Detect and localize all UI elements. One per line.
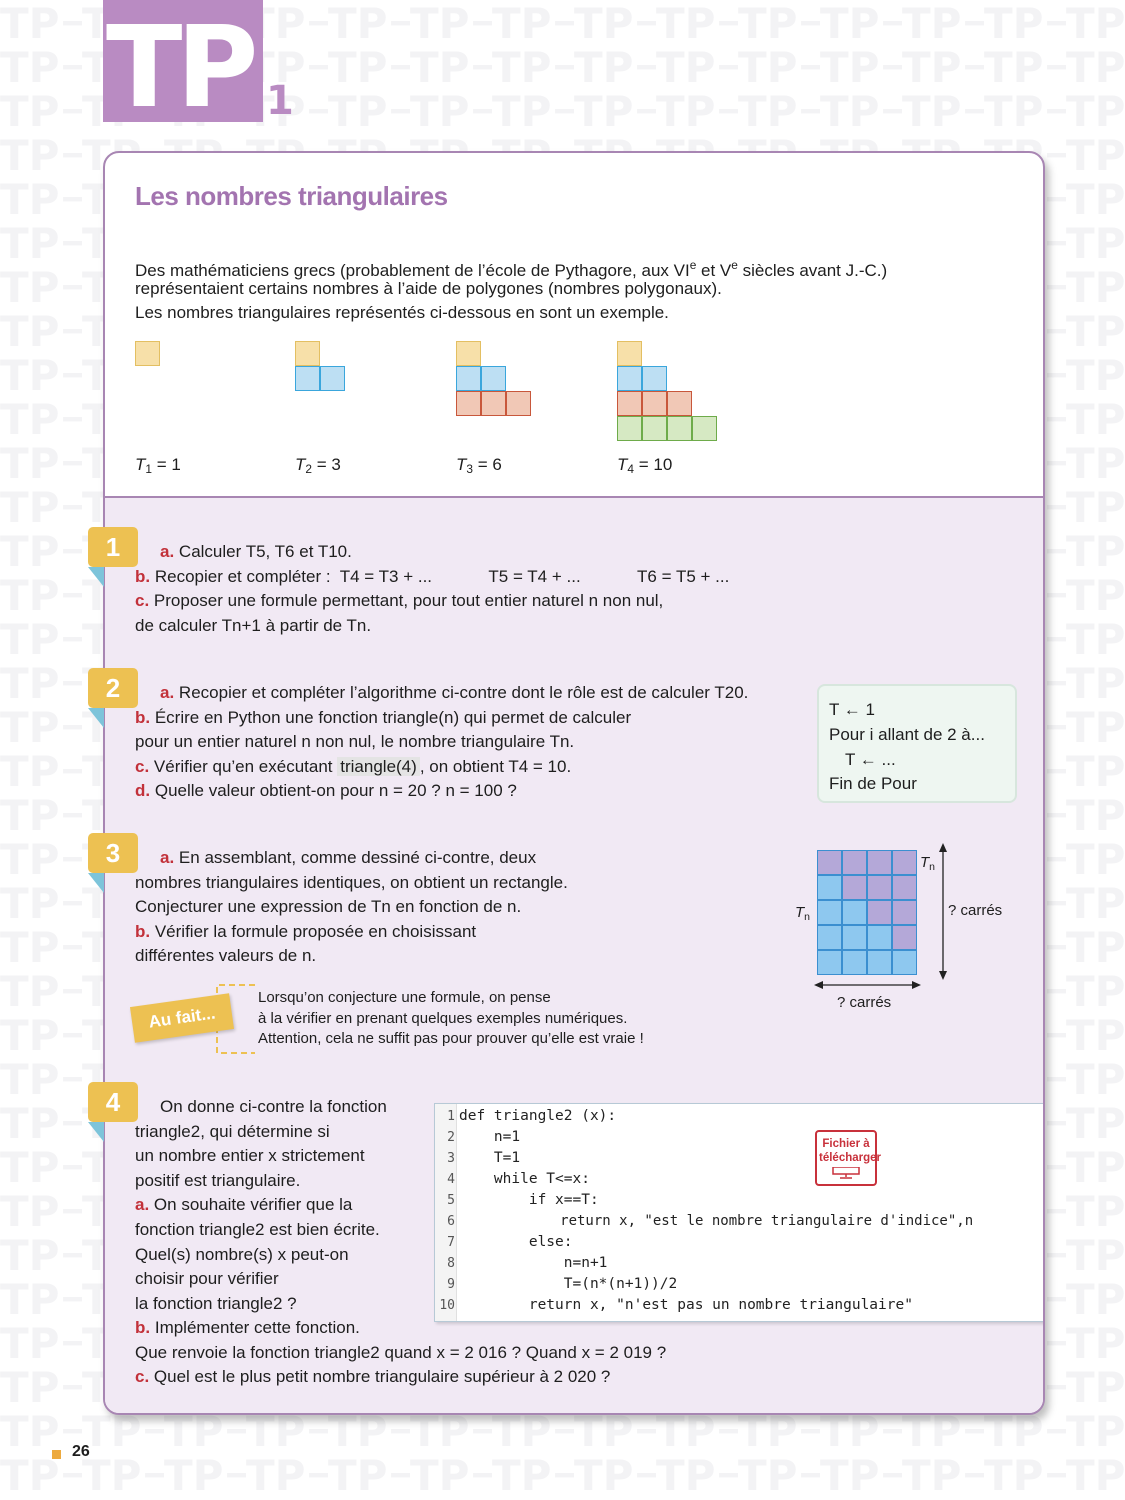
ex4-intro-1: On donne ci-contre la fonction (160, 1097, 387, 1116)
grid-label-right: ? carrés (948, 902, 1003, 919)
grid-label-bottom: ? carrés (837, 994, 892, 1011)
aufait-line-2: à la vérifier en prenant quelques exemples numériques. (258, 1010, 628, 1027)
exercise-1-badge-tail (88, 567, 104, 587)
footer-marker (52, 1450, 61, 1459)
ex4-b-cont: Que renvoie la fonction triangle2 quand x = 2 016 ? Quand x = 2 019 ? (135, 1343, 667, 1362)
ex4-a-cont: fonction triangle2 est bien écrite. (135, 1220, 380, 1239)
figure-t3 (456, 341, 536, 421)
page-title: Les nombres triangulaires (135, 181, 448, 211)
algo-line-3: T ← ... (845, 750, 896, 769)
algo-line-1: T ← 1 (829, 700, 875, 719)
figure-t4 (617, 341, 722, 446)
download-file-button[interactable] (815, 1130, 882, 1186)
ex4-b: b. Implémenter cette fonction. (135, 1318, 360, 1337)
ex2-a: a. Recopier et compléter l’algorithme ci-contre dont le rôle est de calculer T20. (160, 683, 749, 702)
ex4-a: a. On souhaite vérifier que la (135, 1195, 353, 1214)
inline-code: triangle(4) (337, 757, 420, 776)
ex1-c: c. Proposer une formule permettant, pour tout entier naturel n non nul, (135, 591, 664, 610)
code-line: T=(n*(n+1))/2 (459, 1276, 678, 1292)
code-line: if x==T: (459, 1192, 599, 1208)
ex4-a-cont4: la fonction triangle2 ? (135, 1294, 297, 1313)
monitor-icon (831, 1167, 861, 1179)
ex2-b: b. Écrire en Python une fonction triangle(n) qui permet de calculer (135, 708, 632, 727)
download-label: Fichier à télécharger (819, 1138, 882, 1164)
line-number: 9 (447, 1277, 455, 1292)
code-line: n=n+1 (459, 1255, 608, 1271)
ex2-b-cont: pour un entier naturel n non nul, le nombre triangulaire Tn. (135, 732, 575, 751)
line-number: 2 (447, 1130, 455, 1145)
code-line: else: (459, 1234, 573, 1250)
ex4-c: c. Quel est le plus petit nombre triangulaire supérieur à 2 020 ? (135, 1367, 611, 1386)
line-number: 8 (447, 1256, 455, 1271)
aufait-line-3: Attention, cela ne suffit pas pour prouver qu’elle est vraie ! (258, 1030, 644, 1047)
aufait-badge: Au fait... (130, 993, 234, 1043)
line-number: 7 (447, 1235, 455, 1250)
ex3-a-cont2: Conjecturer une expression de Tn en fonction de n. (135, 897, 522, 916)
exercise-4-badge-tail (88, 1122, 104, 1142)
ex2-c: c. Vérifier qu’en exécutant triangle(4) , on obtient T4 = 10. (135, 757, 572, 776)
code-line: T=1 (459, 1150, 521, 1166)
header-tp-label: TP (106, 3, 253, 133)
ex1-c-cont: de calculer Tn+1 à partir de Tn. (135, 616, 372, 635)
exercise-card (103, 151, 1045, 1415)
ex1-b: b. Recopier et compléter : T4 = T3 + ... T5 = T4 + ... T6 = T5 + ... (135, 567, 730, 586)
intro-line-2: représentaient certains nombres à l’aide de polygones (nombres polygonaux). (135, 279, 722, 298)
grid-arrows (805, 843, 965, 993)
code-line: def triangle2 (x): (459, 1108, 617, 1124)
line-number: 1 (447, 1109, 455, 1124)
ex2-d: d. Quelle valeur obtient-on pour n = 20 ? n = 100 ? (135, 781, 517, 800)
exercise-3-badge: 3 (88, 833, 138, 873)
grid-label-left: $T_n$ (795, 904, 811, 923)
algorithm-box (817, 684, 1017, 803)
exercise-2-badge: 2 (88, 668, 138, 708)
ex1-a: a. Calculer T5, T6 et T10. (160, 542, 352, 561)
figure-label-t4: $T_4 = 10$ (617, 455, 673, 476)
figure-label-t1: $T_1 = 1$ (135, 455, 181, 476)
figure-label-t3: $T_3 = 6$ (456, 455, 502, 476)
ex3-a: a. En assemblant, comme dessiné ci-contre, deux (160, 848, 537, 867)
ex4-a-cont3: choisir pour vérifier (135, 1269, 279, 1288)
line-number: 3 (447, 1151, 455, 1166)
code-editor (434, 1103, 1045, 1322)
grid-label-top: $T_n$ (920, 854, 936, 873)
figure-t2 (295, 341, 355, 401)
line-number: 5 (447, 1193, 455, 1208)
ex4-intro-4: positif est triangulaire. (135, 1171, 301, 1190)
code-line: while T<=x: (459, 1171, 590, 1187)
intro-line-1: Des mathématiciens grecs (probablement de l’école de Pythagore, aux VIe et Ve siècles avant J.-C.) (135, 258, 888, 280)
ex3-a-cont: nombres triangulaires identiques, on obtient un rectangle. (135, 873, 568, 892)
figure-label-t2: $T_2 = 3$ (295, 455, 341, 476)
code-line: return x, "n'est pas un nombre triangulaire" (459, 1297, 913, 1313)
code-line: return x, "est le nombre triangulaire d'indice",n (459, 1213, 974, 1229)
ex4-intro-3: un nombre entier x strictement (135, 1146, 365, 1165)
line-number: 10 (439, 1298, 455, 1313)
algo-line-4: Fin de Pour (829, 774, 917, 793)
ex4-a-cont2: Quel(s) nombre(s) x peut-on (135, 1245, 349, 1264)
intro-line-3: Les nombres triangulaires représentés ci-dessous en sont un exemple. (135, 303, 669, 322)
exercise-3-badge-tail (88, 873, 104, 893)
algo-line-2: Pour i allant de 2 à... (829, 725, 985, 744)
exercise-4-badge: 4 (88, 1082, 138, 1122)
line-number: 6 (447, 1214, 455, 1229)
exercise-2-badge-tail (88, 708, 104, 728)
code-line: n=1 (459, 1129, 521, 1145)
exercise-1-badge: 1 (88, 527, 138, 567)
page-number: 26 (72, 1443, 90, 1460)
header-tp-number: 1 (266, 78, 294, 124)
line-number: 4 (447, 1172, 455, 1187)
figure-t1 (135, 341, 165, 371)
aufait-line-1: Lorsqu’on conjecture une formule, on pense (258, 989, 551, 1006)
ex4-intro-2: triangle2, qui détermine si (135, 1122, 330, 1141)
ex3-b-cont: différentes valeurs de n. (135, 946, 317, 965)
ex3-b: b. Vérifier la formule proposée en choisissant (135, 922, 477, 941)
